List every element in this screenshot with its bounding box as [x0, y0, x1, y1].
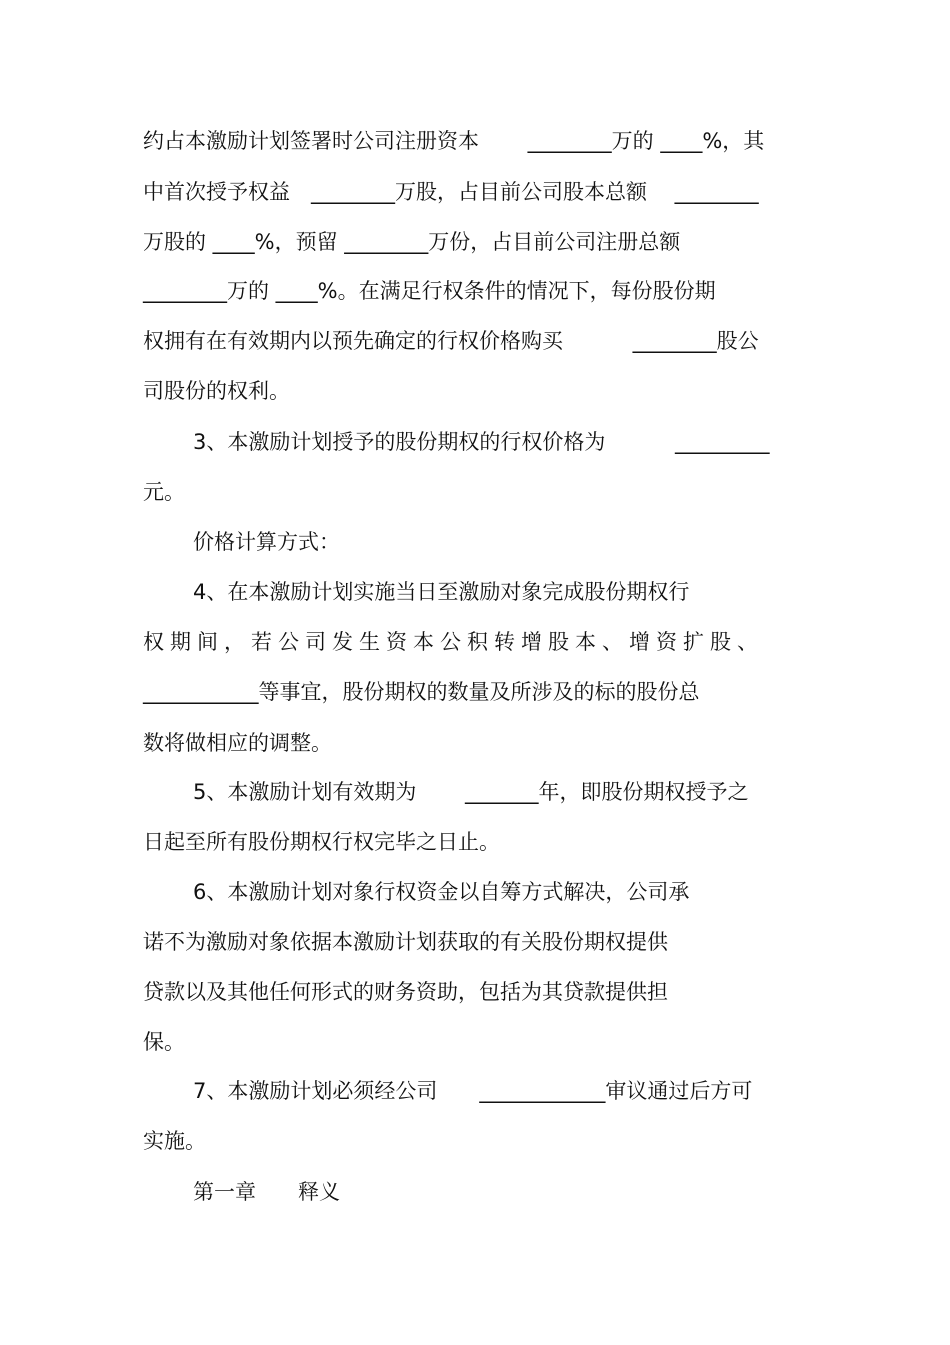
text-line: 万股的 ____%，预留 ________万份，占目前公司注册总额 — [143, 230, 681, 254]
text-line: 日起至所有股份期权行权完毕之日止。 — [143, 830, 500, 854]
text-line: 权期间，若公司发生资本公积转增股本、增资扩股、 — [143, 630, 764, 654]
text-line: 贷款以及其他任何形式的财务资助，包括为其贷款提供担 — [143, 980, 668, 1004]
text-line: ___________等事宜，股份期权的数量及所涉及的标的股份总 — [143, 680, 700, 704]
chapter-heading: 第一章 释义 — [193, 1180, 340, 1204]
text-line: 元。 — [143, 480, 185, 504]
text-line: ________万的 ____%。在满足行权条件的情况下，每份股份期 — [143, 279, 716, 303]
text-line: 司股份的权利。 — [143, 379, 290, 403]
text-line: 权拥有在有效期内以预先确定的行权价格购买 ________股公 — [143, 329, 759, 353]
text-line: 中首次授予权益 ________万股，占目前公司股本总额 ________ — [143, 180, 759, 204]
item-4: 4、在本激励计划实施当日至激励对象完成股份期权行 — [193, 580, 690, 604]
item-3: 3、本激励计划授予的股份期权的行权价格为 _________ — [193, 430, 770, 454]
item-7: 7、本激励计划必须经公司 ____________审议通过后方可 — [193, 1079, 753, 1103]
price-calc-heading: 价格计算方式： — [193, 530, 340, 554]
text-line: 实施。 — [143, 1129, 206, 1153]
text-line: 数将做相应的调整。 — [143, 731, 332, 755]
item-5: 5、本激励计划有效期为 _______年，即股份期权授予之 — [193, 780, 749, 804]
text-line: 保。 — [143, 1030, 185, 1054]
item-6: 6、本激励计划对象行权资金以自筹方式解决，公司承 — [193, 880, 690, 904]
text-line: 诺不为激励对象依据本激励计划获取的有关股份期权提供 — [143, 930, 668, 954]
text-line: 约占本激励计划签署时公司注册资本 ________万的 ____%，其 — [143, 129, 765, 153]
